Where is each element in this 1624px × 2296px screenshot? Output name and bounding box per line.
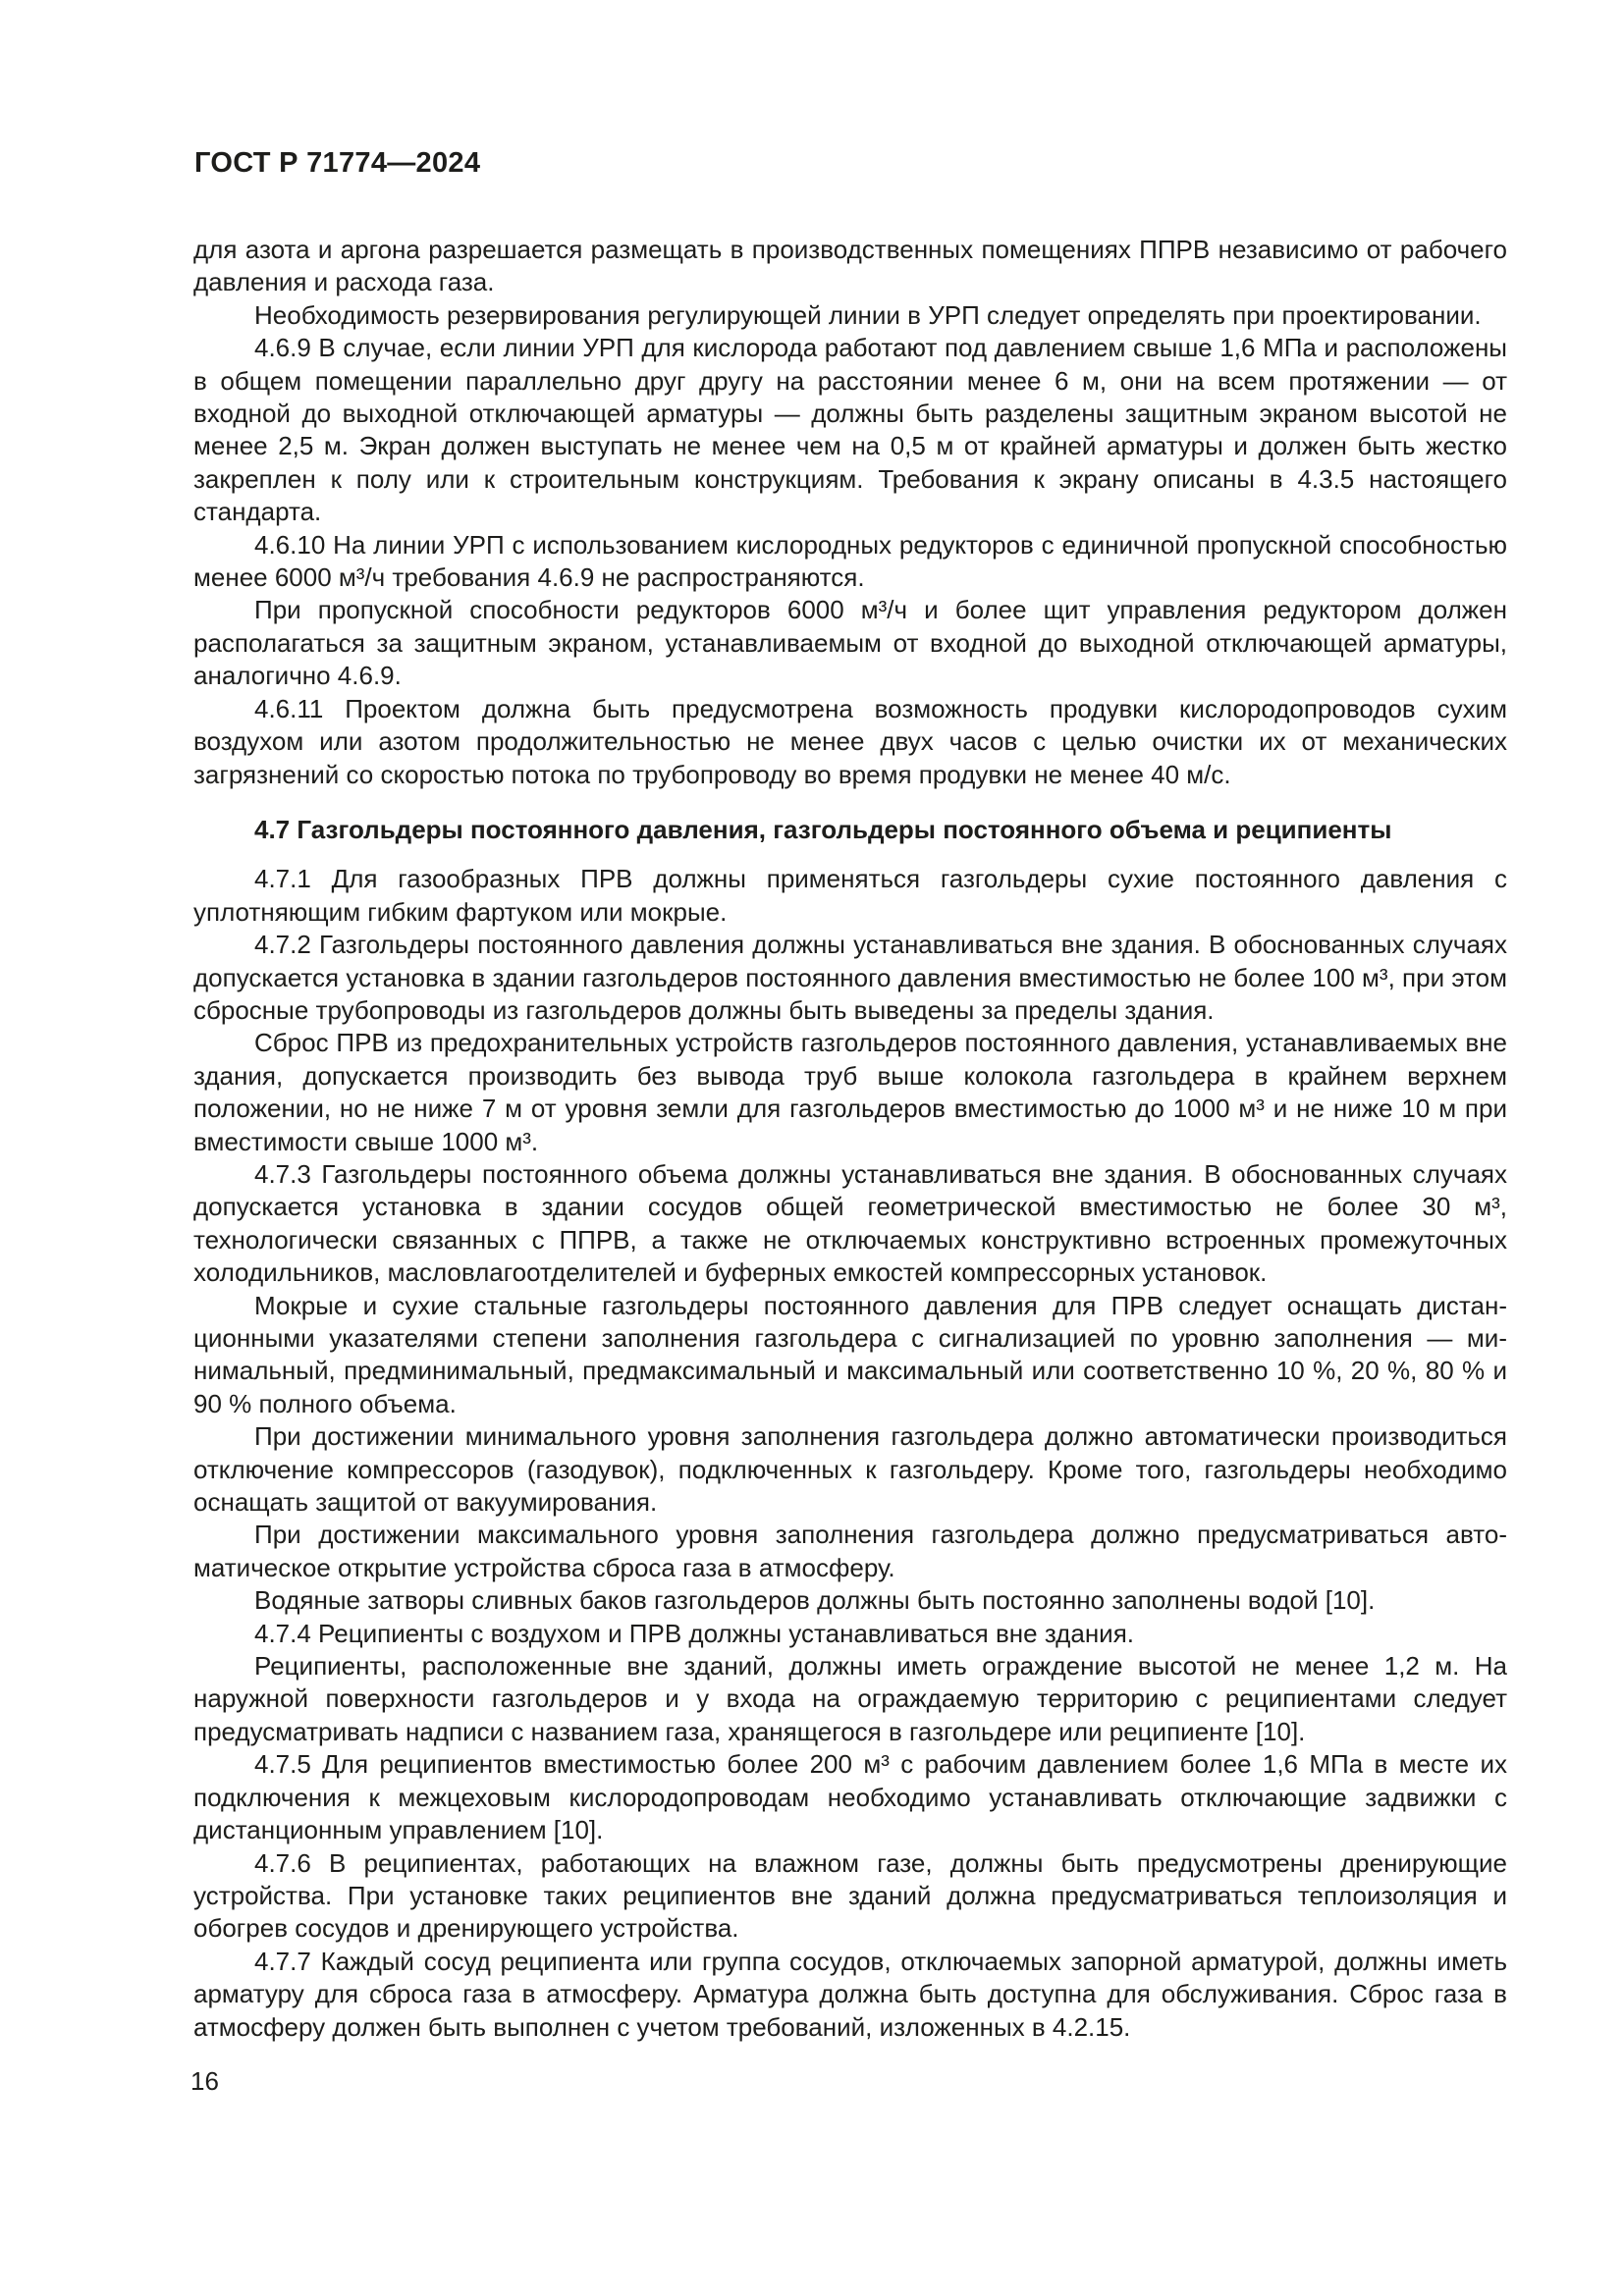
paragraph: 4.7.2 Газгольдеры постоянного давления должны устанавливаться вне здания. В обоснованных случаях допускается установка в здании газгольдеров постоянного давления вместимостью не более 100 м³, при этом сбросные трубопроводы из газгольдеров должны быть выведены за пределы здания.: [193, 930, 1507, 1025]
paragraph: для азота и аргона разрешается размещать в производственных помещениях ППРВ независимо от рабочего давления и расхода газа.: [193, 235, 1507, 297]
paragraph: 4.7.4 Реципиенты с воздухом и ПРВ должны устанавливаться вне здания.: [254, 1618, 1134, 1648]
paragraph: 4.7.7 Каждый сосуд реципиента или группа сосудов, отключаемых запорной арматурой, должны иметь арматуру для сброса газа в атмосферу. Арматура должна быть доступна для обслуживания. Сброс газа в атмосферу должен быть выполнен с учетом требований, изложенных в 4.2.15.: [193, 1946, 1507, 2042]
paragraph: 4.6.10 На линии УРП с использованием кислородных редукторов с единичной пропускной способностью менее 6000 м³/ч требования 4.6.9 не распространяются.: [193, 529, 1507, 593]
paragraph: Сброс ПРВ из предохранительных устройств газгольдеров постоянного давления, устанавливаемых вне здания, допускается производить без вывода труб выше колокола газгольдера в крайнем верхнем положении, но не ниже 7 м от уровня земли для газгольдеров вместимостью до 1000 м³ и не ниже 10 м при вместимости свыше 1000 м³.: [193, 1028, 1507, 1156]
document-body: [193, 234, 1507, 2044]
paragraph: 4.7.5 Для реципиентов вместимостью более 200 м³ с рабочим давлением более 1,6 МПа в месте их подключения к межцеховым кислородопроводам необходимо устанавливать отключающие задвижки с дистанционным управлением [10].: [193, 1749, 1507, 1845]
document-header-title: ГОСТ Р 71774—2024: [194, 147, 481, 179]
paragraph: Реципиенты, расположенные вне зданий, должны иметь ограждение высотой не менее 1,2 м. На наружной поверхности газгольдеров и у входа на ограждаемую территорию с реципиентами следует предусматривать надписи с названием газа, хранящегося в газгольдере или реципиенте [10].: [193, 1651, 1507, 1746]
paragraph: Мокрые и сухие стальные газгольдеры постоянного давления для ПРВ следует оснащать дистанционными указателями степени заполнения газгольдера с сигнализацией по уровню заполнения — минимальный, предминимальный, предмаксимальный и максимальный или соответственно 10 %, 20 %, 80 % и 90 % полного объема.: [193, 1290, 1507, 1418]
paragraph: Необходимость резервирования регулирующей линии в УРП следует определять при проектировании.: [254, 299, 1482, 330]
paragraph: 4.7.3 Газгольдеры постоянного объема должны устанавливаться вне здания. В обоснованных случаях допускается установка в здании сосудов общей геометрической вместимостью не более 30 м³, технологически связанных с ППРВ, а также не отключаемых конструктивно встроенных промежуточных холодильников, масловлагоотделителей и буферных емкостей компрессорных установок.: [193, 1158, 1507, 1288]
paragraph: При пропускной способности редукторов 6000 м³/ч и более щит управления редуктором должен располагаться за защитным экраном, устанавливаемым от входной до выходной отключающей арматуры, аналогично 4.6.9.: [193, 595, 1507, 691]
paragraph: 4.7.6 В реципиентах, работающих на влажном газе, должны быть предусмотрены дренирующие устройства. При установке таких реципиентов вне зданий должна предусматриваться теплоизоляция и обогрев сосудов и дренирующего устройства.: [193, 1847, 1507, 1944]
section-heading: 4.7 Газгольдеры постоянного давления, газгольдеры постоянного объема и реципиенты: [254, 814, 1392, 844]
paragraph: 4.6.11 Проектом должна быть предусмотрена возможность продувки кислородопроводов сухим воздухом или азотом продолжительностью не менее двух часов с целью очистки их от механических загрязнений со скоростью потока по трубопроводу во время продувки не менее 40 м/с.: [193, 693, 1507, 789]
paragraph: При достижении максимального уровня заполнения газгольдера должно предусматриваться автоматическое открытие устройства сброса газа в атмосферу.: [193, 1520, 1507, 1582]
paragraph: 4.7.1 Для газообразных ПРВ должны применяться газгольдеры сухие постоянного давления с уплотняющим гибким фартуком или мокрые.: [193, 864, 1507, 927]
paragraph: Водяные затворы сливных баков газгольдеров должны быть постоянно заполнены водой [10].: [254, 1585, 1376, 1616]
paragraph: 4.6.9 В случае, если линии УРП для кислорода работают под давлением свыше 1,6 МПа и расположены в общем помещении параллельно друг другу на расстоянии менее 6 м, они на всем протяжении — от входной до выходной отключающей арматуры — должны быть разделены защитным экраном высотой не менее 2,5 м. Экран должен выступать не менее чем на 0,5 м от крайней арматуры и должен быть жестко закреплен к полу или к строительным конструкциям. Требования к экрану описаны в 4.3.5 настоящего стандарта.: [193, 333, 1507, 527]
paragraph: При достижении минимального уровня заполнения газгольдера должно автоматически производиться отключение компрессоров (газодувок), подключенных к газгольдеру. Кроме того, газгольдеры необходимо оснащать защитой от вакуумирования.: [193, 1421, 1507, 1518]
page-number: 16: [190, 2066, 219, 2096]
